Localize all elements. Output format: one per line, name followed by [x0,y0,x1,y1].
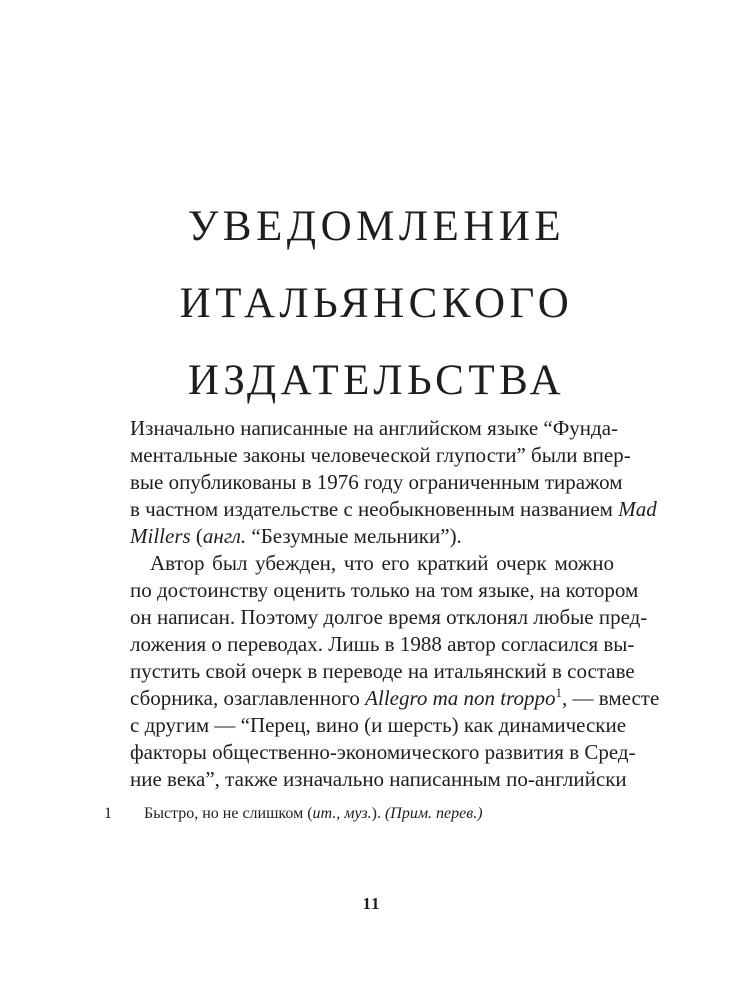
paragraph-1 [130,415,657,550]
body-text [130,415,660,793]
footnote-text: Быстро, но не слишком ( [144,805,313,822]
text-segment: ( [190,524,203,548]
italic-text: англ. [202,524,247,548]
text-line: ментальные законы человеческой глупости” были впер- [130,443,631,467]
text-line: Изначально написанные на английском языке “Фунда- [130,416,619,440]
italic-text: ит., муз. [312,805,372,822]
text-line: пустить свой очерк в переводе на итальянский в составе [130,659,635,683]
text-line: вые опубликованы в 1976 году ограниченным тиражом [130,470,623,494]
text-line [130,685,660,712]
text-line: факторы общественно-экономического развития в Сред- [130,740,636,764]
italic-text: Mad [618,497,657,521]
footnote-reference[interactable]: 1 [555,685,563,700]
text-line: Автор был убежден, что его краткий очерк можно [150,551,614,575]
page-number: 11 [362,894,381,913]
text-segment: сборника, озаглавленного [130,686,366,710]
title-line-1: УВЕДОМЛЕНИЕ [187,203,566,250]
text-line [130,496,657,523]
title-line-3: ИЗДАТЕЛЬСТВА [187,357,566,404]
text-line: он написан. Поэтому долгое время отклонял любые пред- [130,605,648,629]
text-line: с другим — “Перец, вино (и шерсть) как динамические [130,713,627,737]
italic-text: (Прим. перев.) [384,805,483,822]
text-segment: , — вместе [562,686,660,710]
text-segment: “Безумные мельники”). [246,524,462,548]
text-line [130,523,614,550]
footnote-text: ). [371,805,385,822]
text-line: ние века”, также изначально написанным по-английски [130,767,627,791]
footnote-number: 1 [104,805,112,822]
chapter-title [0,188,743,419]
paragraph-2 [130,550,660,793]
text-line: по достоинству оценить только на том языке, на котором [130,578,639,602]
footnote [104,804,624,824]
italic-text: Millers [130,524,191,548]
text-segment: в частном издательстве с необыкновенным названием [130,497,613,521]
title-line-2: ИТАЛЬЯНСКОГО [179,280,574,327]
text-line: ложения о переводах. Лишь в 1988 автор согласился вы- [130,632,635,656]
italic-text: Allegro ma non troppo [365,686,556,710]
